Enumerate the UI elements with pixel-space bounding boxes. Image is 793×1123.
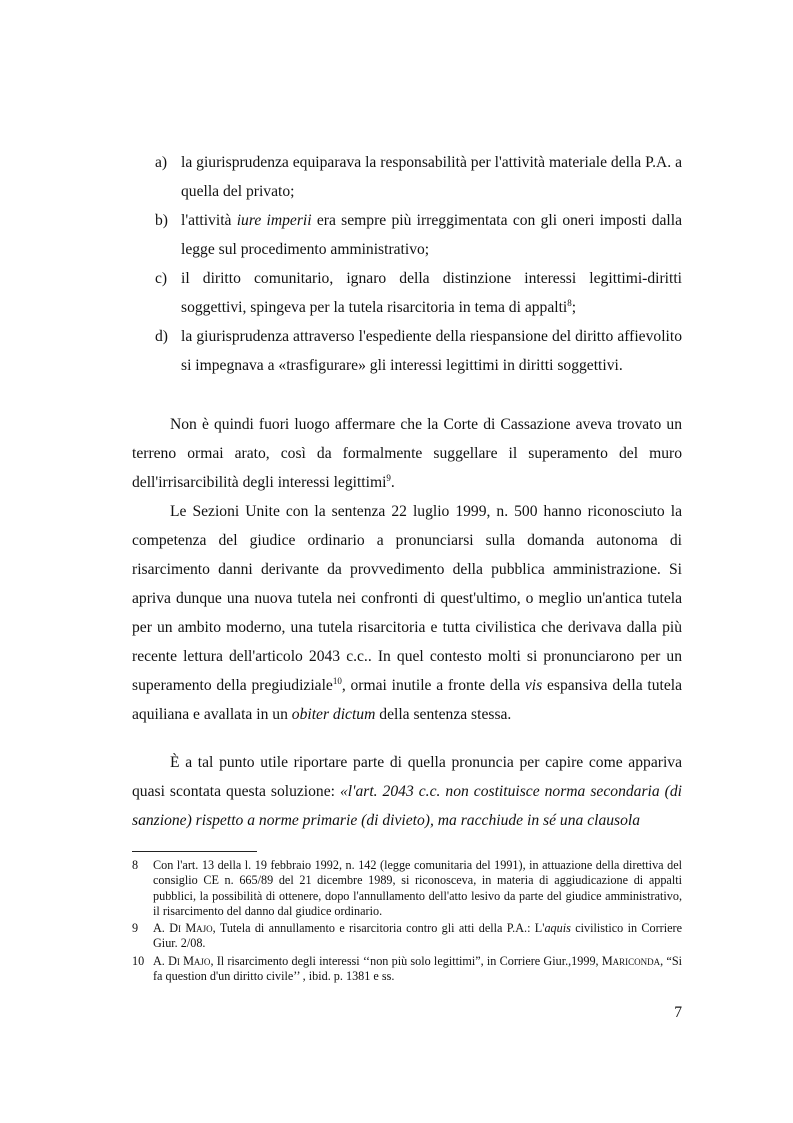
paragraph-text: , ormai inutile a fronte della xyxy=(341,677,525,694)
list-item-a xyxy=(155,148,682,206)
list-text: era sempre più irreggimentata con gli oneri imposti dalla legge sul procedimento amministrativo; xyxy=(181,212,683,258)
footnote-text: , Tutela di annullamento e risarcitoria contro gli atti della P.A.: L' xyxy=(212,921,545,936)
author-name: Di Majo xyxy=(168,953,211,968)
page-number: 7 xyxy=(674,1004,682,1021)
list-item-c xyxy=(155,264,682,322)
list-marker: d) xyxy=(155,328,168,345)
footnotes xyxy=(132,858,682,986)
author-name: Mariconda xyxy=(601,953,661,968)
list-text: l'attività xyxy=(181,212,237,229)
footnote-text: , “Si fa question d'un diritto civile’’ , ibid. p. 1381 e ss. xyxy=(153,953,683,984)
footnote-8 xyxy=(132,858,682,919)
latin-term: iure imperii xyxy=(236,212,312,229)
paragraph-text: espansiva della tutela aquiliana e avallata in un xyxy=(132,677,683,723)
quotation: «l'art. 2043 c.c. non costituisce norma secondaria (di sanzione) rispetto a norme primarie (di divieto), ma racchiude in sé una clausola xyxy=(132,783,682,829)
list-marker: a) xyxy=(155,154,168,171)
footnote-9 xyxy=(132,921,682,952)
enumerated-list xyxy=(155,148,682,380)
list-marker: c) xyxy=(155,270,168,287)
footnote-ref[interactable]: 9 xyxy=(386,472,391,483)
paragraph-1 xyxy=(132,410,682,497)
footnote-number: 10 xyxy=(132,953,145,968)
paragraph-text: . xyxy=(390,474,395,491)
footnote-text: , Il risarcimento degli interessi ‘‘non più solo legittimi”, in Corriere Giur.,1999, xyxy=(210,953,602,968)
paragraph-2 xyxy=(132,497,682,729)
footnote-number: 8 xyxy=(132,858,139,872)
list-text: la giurisprudenza equiparava la responsabilità per l'attività materiale della P.A. a quella del privato; xyxy=(181,154,682,200)
footnote-ref[interactable]: 8 xyxy=(567,297,572,308)
latin-term: obiter dictum xyxy=(291,706,376,723)
paragraph-text: È a tal punto utile riportare parte di quella pronuncia per capire come appariva quasi scontata questa soluzione: xyxy=(132,754,682,800)
author-name: Di Majo xyxy=(169,921,213,936)
footnote-text: A. xyxy=(153,953,169,968)
list-text: il diritto comunitario, ignaro della distinzione interessi legittimi-diritti soggettivi, spingeva per la tutela risarcitoria in tema di appalti xyxy=(181,270,682,316)
footnote-ref[interactable]: 10 xyxy=(332,675,342,686)
paragraph-text: Le Sezioni Unite con la sentenza 22 luglio 1999, n. 500 hanno riconosciuto la competenza del giudice ordinario a pronunciarsi sulla domanda autonoma di risarcimento danni derivante da provvedimento della pubblica amministrazione. Si apriva dunque una nuova tutela nei confronti di quest'ultimo, o meglio un'antica tutela per un ambito moderno, una tutela risarcitoria e tutta civilistica che derivava dalla più recente lettura dell'articolo 2043 c.c.. In quel contesto molti si pronunciarono per un superamento della pregiudiziale xyxy=(132,503,682,694)
list-item-d xyxy=(155,322,682,380)
footnote-text: Con l'art. 13 della l. 19 febbraio 1992, n. 142 (legge comunitaria del 1991), in attuazione della direttiva del consiglio CE n. 665/89 del 21 dicembre 1989, si riconosceva, in materia di aggiudicazione di appalti pubblici, la possibilità di ottenere, dopo l'annullamento dell'atto lesivo da parte del giudice amministrativo, il risarcimento del danno dal giudice ordinario. xyxy=(153,858,682,918)
list-text: ; xyxy=(571,299,577,316)
latin-term: vis xyxy=(524,677,543,694)
footnote-text: A. xyxy=(153,921,170,936)
list-text: la giurisprudenza attraverso l'espediente della riespansione del diritto affievolito si impegnava a «trasfigurare» gli interessi legittimi in diritti soggettivi. xyxy=(181,328,682,374)
footnote-10 xyxy=(132,954,682,985)
footnote-number: 9 xyxy=(132,921,139,936)
latin-term: aquis xyxy=(544,921,571,936)
footnote-text: civilistico in Corriere Giur. 2/08. xyxy=(153,921,682,951)
footnote-separator xyxy=(132,851,257,852)
list-marker: b) xyxy=(155,212,168,229)
list-item-b xyxy=(155,206,682,264)
paragraph-text: Non è quindi fuori luogo affermare che la Corte di Cassazione aveva trovato un terreno ormai arato, così da formalmente suggellare il superamento del muro dell'irrisarcibilità degli interessi legittimi xyxy=(132,416,682,491)
paragraph-3 xyxy=(132,748,682,835)
paragraph-text: della sentenza stessa. xyxy=(375,706,512,723)
